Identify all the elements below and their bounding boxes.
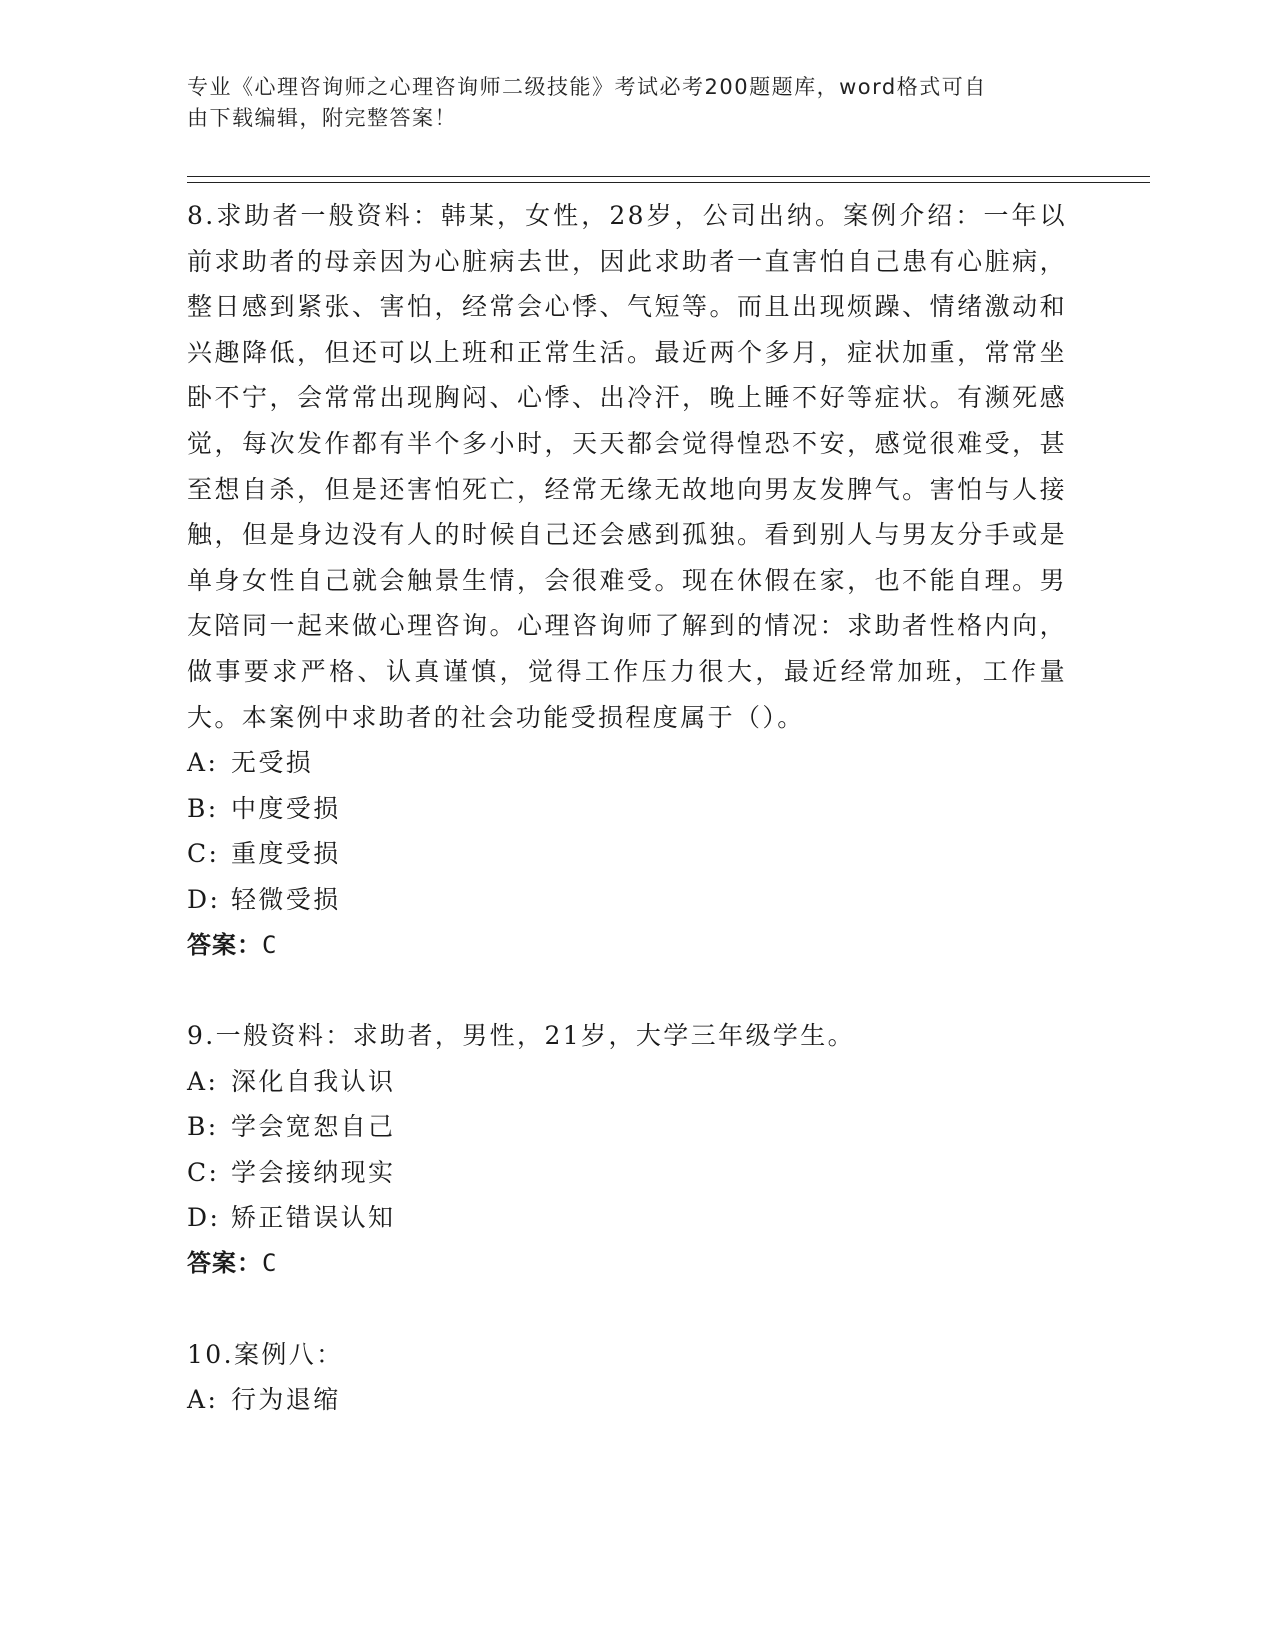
answer-value: C: [262, 1249, 278, 1278]
option-text: 矫正错误认知: [231, 1203, 396, 1233]
question-text: 案例八：: [233, 1339, 344, 1369]
answer-label: 答案：: [187, 1249, 262, 1278]
question-stem: [187, 1332, 1067, 1378]
option-key: D:: [187, 884, 221, 914]
question-9: [187, 1013, 1067, 1287]
option-key: B:: [187, 793, 219, 823]
option-key: A:: [187, 748, 219, 778]
document-header: [187, 72, 1067, 134]
option-c: [187, 831, 1067, 877]
question-number: 10.: [187, 1339, 234, 1369]
option-text: 学会接纳现实: [231, 1157, 396, 1187]
option-text: 行为退缩: [231, 1385, 341, 1415]
answer-label: 答案：: [187, 930, 262, 959]
option-key: A:: [187, 1385, 219, 1415]
question-8: [187, 193, 1067, 968]
option-text: 中度受损: [231, 793, 341, 823]
option-key: C:: [187, 1157, 220, 1187]
option-c: [187, 1150, 1067, 1196]
header-line-2: 由下载编辑，附完整答案！: [187, 106, 457, 130]
option-a: [187, 740, 1067, 786]
header-line-1: 专业《心理咨询师之心理咨询师二级技能》考试必考200题题库，word格式可自: [187, 75, 987, 99]
option-a: [187, 1059, 1067, 1105]
option-d: [187, 877, 1067, 923]
option-key: A:: [187, 1066, 219, 1096]
option-text: 轻微受损: [231, 884, 341, 914]
answer-line: [187, 923, 1067, 969]
option-key: B:: [187, 1112, 219, 1142]
question-text: 求助者一般资料：韩某，女性，28岁，公司出纳。案例介绍：一年以前求助者的母亲因为心脏病去世，因此求助者一直害怕自己患有心脏病，整日感到紧张、害怕，经常会心悸、气短等。而且出现烦躁、情绪激动和兴趣降低，但还可以上班和正常生活。最近两个多月，症状加重，常常坐卧不宁，会常常出现胸闷、心悸、出冷汗，晚上睡不好等症状。有濒死感觉，每次发作都有半个多小时，天天都会觉得惶恐不安，感觉很难受，甚至想自杀，但是还害怕死亡，经常无缘无故地向男友发脾气。害怕与人接触，但是身边没有人的时候自己还会感到孤独。看到别人与男友分手或是单身女性自己就会触景生情，会很难受。现在休假在家，也不能自理。男友陪同一起来做心理咨询。心理咨询师了解到的情况：求助者性格内向，做事要求严格、认真谨慎，觉得工作压力很大，最近经常加班，工作量大。本案例中求助者的社会功能受损程度属于（）。: [187, 201, 1067, 732]
option-d: [187, 1195, 1067, 1241]
question-stem: [187, 193, 1067, 740]
option-key: D:: [187, 1203, 221, 1233]
question-spacer: [187, 1287, 1067, 1332]
question-number: 9.: [187, 1021, 216, 1051]
option-a: [187, 1377, 1067, 1423]
question-text: 一般资料：求助者，男性，21岁，大学三年级学生。: [215, 1021, 856, 1051]
option-text: 深化自我认识: [231, 1066, 396, 1096]
option-text: 学会宽恕自己: [231, 1112, 396, 1142]
option-text: 重度受损: [231, 839, 341, 869]
header-divider-top: [187, 176, 1150, 177]
answer-line: [187, 1241, 1067, 1287]
question-stem: [187, 1013, 1067, 1059]
answer-value: C: [262, 930, 278, 959]
question-10: [187, 1332, 1067, 1423]
question-number: 8.: [187, 201, 216, 230]
question-list: [187, 193, 1067, 1423]
option-b: [187, 1104, 1067, 1150]
option-b: [187, 786, 1067, 832]
option-text: 无受损: [231, 748, 314, 778]
header-divider-bottom: [187, 182, 1150, 183]
option-key: C:: [187, 839, 220, 869]
question-spacer: [187, 968, 1067, 1013]
